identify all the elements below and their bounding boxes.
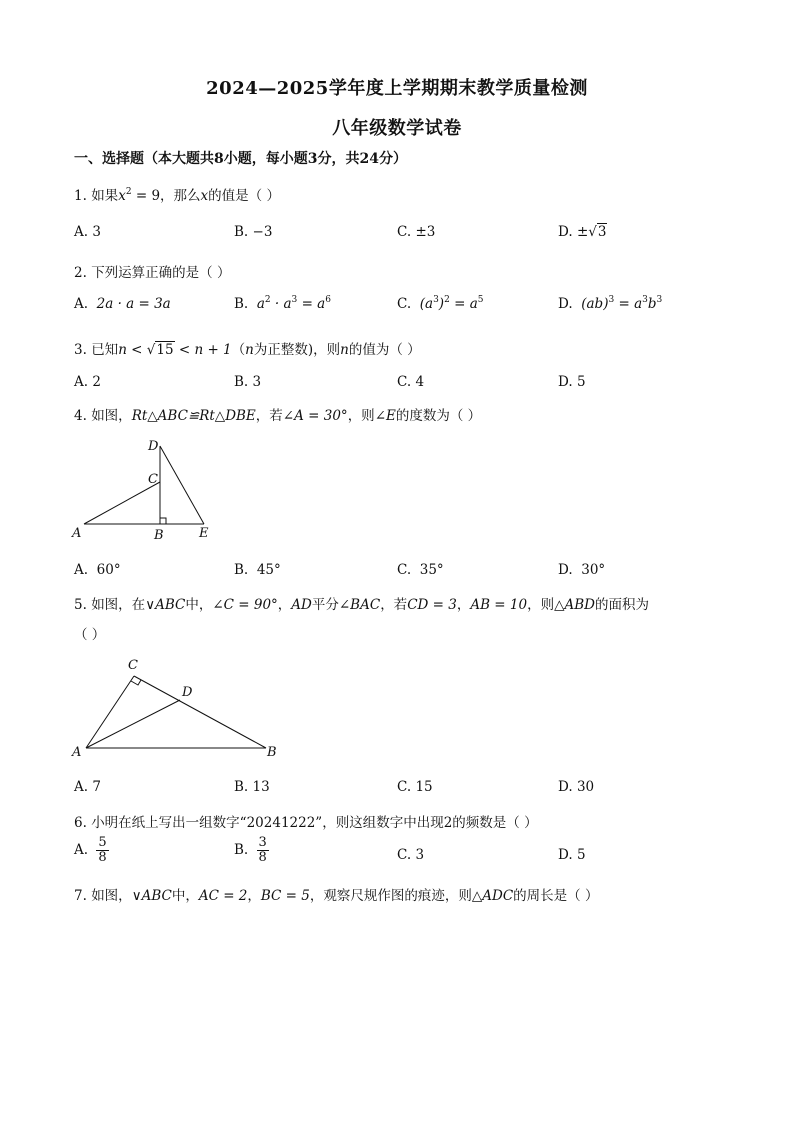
- option-b: B. 3: [234, 374, 262, 390]
- label-c: C: [128, 658, 138, 673]
- option-c: C. 35°: [397, 562, 444, 578]
- question-7: 7. 如图，∨ABC中，AC = 2，BC = 5，观察尺规作图的痕迹，则△ADC的周长是（ ）: [74, 888, 599, 904]
- question-number: 3.: [74, 342, 87, 358]
- question-number: 6.: [74, 815, 87, 831]
- option-a: A. 60°: [74, 562, 121, 578]
- option-a: A. 2: [74, 374, 101, 390]
- question-5: 5. 如图，在∨ABC中，∠C = 90°，AD平分∠BAC，若CD = 3，AB = 10，则△ABD的面积为: [74, 597, 649, 613]
- question-1: 1. 如果$x^2 = 9$，那么x的值是（ ）: [74, 187, 280, 204]
- question-number: 4.: [74, 408, 87, 424]
- option-a: A. 3: [74, 224, 101, 240]
- question-3: 3. 已知n < √15 < n + 1（n为正整数)，则n的值为（ ）: [74, 342, 421, 358]
- option-a: A. $\frac{5}{8}$: [74, 835, 107, 865]
- exam-title: 2024—2025学年度上学期期末教学质量检测: [206, 78, 588, 99]
- exam-subtitle: 八年级数学试卷: [332, 118, 462, 139]
- question-number: 5.: [74, 597, 87, 613]
- option-a: A. 7: [74, 779, 101, 795]
- question-number: 2.: [74, 265, 87, 281]
- option-d: D. 5: [558, 847, 586, 863]
- option-c: C. $(a^3)^2 = a^5$: [397, 295, 484, 312]
- option-d: D. ±√3: [558, 224, 607, 240]
- label-d: D: [148, 439, 159, 454]
- option-c: C. 3: [397, 847, 425, 863]
- option-b: B. 45°: [234, 562, 281, 578]
- option-b: B. $a^2 \cdot a^3 = a^6$: [234, 295, 331, 312]
- segment-ad: [86, 700, 180, 748]
- option-c: C. 15: [397, 779, 433, 795]
- option-b: B. 13: [234, 779, 270, 795]
- question-2: 2. 下列运算正确的是（ ）: [74, 265, 231, 281]
- label-b: B: [267, 745, 277, 760]
- option-d: D. 30: [558, 779, 595, 795]
- option-c: C. ±3: [397, 224, 436, 240]
- question-number: 1.: [74, 188, 87, 204]
- section-heading: 一、选择题（本大题共8小题，每小题3分，共24分）: [74, 151, 407, 167]
- figure-q4: [68, 436, 228, 546]
- option-b: B. $\frac{3}{8}$: [234, 835, 267, 865]
- label-d: D: [182, 685, 193, 700]
- segment-ac: [84, 482, 160, 524]
- segment-ac: [86, 676, 134, 748]
- label-a: A: [72, 745, 82, 760]
- option-a: A. 2a · a = 3a: [74, 296, 171, 312]
- question-6: 6. 小明在纸上写出一组数字“20241222”，则这组数字中出现2的频数是（ ）: [74, 815, 538, 831]
- segment-cb: [134, 676, 266, 748]
- label-e: E: [199, 526, 209, 541]
- right-angle-mark: [160, 518, 166, 524]
- question-number: 7.: [74, 888, 87, 904]
- figure-q5: [68, 654, 288, 760]
- question-4: 4. 如图，Rt△ABC≌Rt△DBE，若∠A = 30°，则∠E的度数为（ ）: [74, 408, 482, 424]
- label-c: C: [148, 472, 158, 487]
- right-angle-mark: [131, 680, 141, 685]
- label-a: A: [72, 526, 82, 541]
- option-d: D. 5: [558, 374, 586, 390]
- option-c: C. 4: [397, 374, 425, 390]
- option-d: D. $(ab)^3 = a^3b^3$: [558, 295, 663, 312]
- segment-de: [160, 446, 204, 524]
- option-d: D. 30°: [558, 562, 606, 578]
- option-b: B. −3: [234, 224, 273, 240]
- label-b: B: [154, 528, 164, 543]
- question-5-line2: （ ）: [74, 627, 106, 643]
